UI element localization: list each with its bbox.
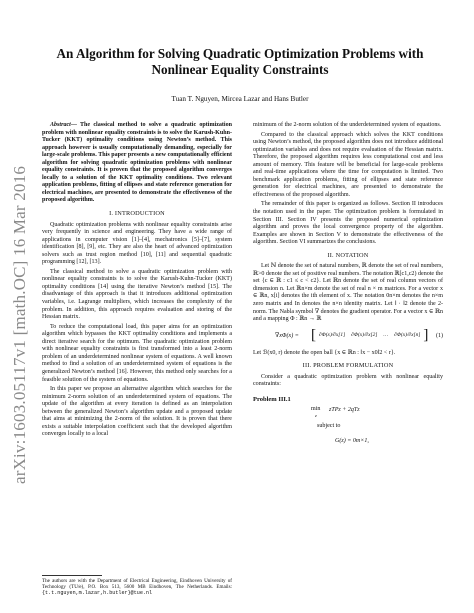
intro-paragraph: In this paper we propose an alternative algorithm which searches for the minimum 2-norm solution of an underdetermined system of equations. The update of the algorithm at every iteration is defined as an interpolation between the generalized Newton’s algorithm update and a proposed update that aims at minimizing the 2-norm of the solution. It is proven that there exists a suitable interpolation coefficient such that the developed algorithm converges locally to a local: [42, 386, 232, 438]
gradient-equation: [253, 328, 443, 346]
ball-definition: Let ℬ(x0, r) denote the open ball {x ∈ ℝn : ‖x − x0‖2 < r}.: [253, 349, 396, 356]
footnote-rule: [42, 575, 102, 576]
arxiv-identifier: arXiv:1603.05117v1 [math.OC] 16 Mar 2016: [10, 165, 29, 485]
footnote: [42, 578, 232, 597]
intro-paragraph: Quadratic optimization problems with nonlinear equality constraints arise very frequently in science and engineering. They have a wide range of applications in computer vision [1]–[4], mechatronics [5]–[7], system identification [8], [9], etc. They are also the heart of advanced optimization solvers such as trust region method [10], [11] and sequential quadratic programming [12], [13].: [42, 221, 232, 266]
section-heading-problem: III. PROBLEM FORMULATION: [302, 362, 394, 370]
right-bracket: ]: [423, 326, 429, 343]
left-bracket: [: [311, 326, 316, 343]
min-subscript: z: [315, 413, 317, 419]
equation-entry: …: [383, 332, 389, 339]
section-heading-notation: II. NOTATION: [327, 251, 369, 259]
equation-matrix: [311, 328, 428, 343]
title-line-2: Nonlinear Equality Constraints: [151, 62, 329, 77]
footnote-text: The authors are with the Department of Electrical Engineering, Eindhoven University of Technology (TU/e), P.O. Box 513, 5600 MB Eindhoven, The Netherlands. Emails:: [42, 578, 232, 591]
section-heading-introduction: I. INTRODUCTION: [109, 210, 165, 218]
author-list: Tuan T. Nguyen, Mircea Lazar and Hans Butler: [171, 95, 309, 103]
abstract: [42, 122, 232, 205]
left-column: [42, 122, 232, 441]
equation-entry: ∂Φ(x)/∂x[2]: [351, 332, 378, 339]
equation-entry: ∂Φ(x)/∂x[n]: [394, 332, 421, 339]
right-column: [253, 122, 443, 454]
footnote-emails: {t.t.nguyen,m.lazar,h.butler}@tue.nl: [42, 590, 153, 597]
notation-paragraph: Let ℕ denote the set of natural numbers, ℝ denote the set of real numbers, ℝ>0 denote the set of positive real numbers. The notation ℝ[c1,c2) denote the set {c ∈ ℝ : c1 ≤ c < c2}. Let ℝn denote the set of real column vectors of dimension n. Let ℝn×m denote the set of real n × m matrices. For a vector x ∈ ℝn, x[i] denotes the ith element of x. The notation 0n×m denotes the n×m zero matrix and In denotes the n×n identity matrix. Let ‖ · ‖2 denote the 2-norm. The Nabla symbol ∇ denotes the gradient operator. For a vector x ∈ ℝn and a mapping Φ : ℝn → ℝ: [253, 263, 443, 323]
paper-title: [40, 46, 440, 78]
intro-continuation: minimum of the 2-norm solution of the underdetermined system of equations.: [253, 122, 442, 128]
equality-constraint: G(z) = 0m×1,: [335, 438, 369, 445]
intro-paragraph: The remainder of this paper is organized as follows. Section II introduces the notation used in the paper. The optimization problem is formulated in Section III. Section IV presents the proposed numerical optimization algorithm and proves the local convergence property of the algorithm. Examples are shown in Section V to demonstrate the effectiveness of the algorithm. Section VI summarizes the conclusions.: [253, 201, 443, 246]
min-operator: min: [311, 406, 321, 413]
title-line-1: An Algorithm for Solving Quadratic Optimization Problems with: [56, 46, 424, 61]
intro-paragraph: To reduce the computational load, this paper aims for an optimization algorithm which bypasses the KKT optimality conditions and implements a direct iterative search for the optimum. The quadratic optimization problem with nonlinear equality constraints is first transformed into a least 2-norm problem of an underdetermined nonlinear system of equations. A well known method to find a solution of an underdetermined system of equations is the generalized Newton’s method [16]. However, this method only searches for a feasible solution of the system of equations.: [42, 323, 232, 383]
equation-entries: [316, 332, 423, 338]
equation-lhs: ∇xΦ(x) =: [275, 332, 299, 339]
problem-intro: Consider a quadratic optimization problem with nonlinear equality constraints:: [253, 373, 443, 388]
problem-label: Problem III.1: [253, 395, 291, 403]
intro-paragraph: Compared to the classical approach which solves the KKT conditions using Newton’s method, the proposed algorithm does not introduce additional optimization variables and does not require evaluation of the Hessian matrix. Therefore, the proposed algorithm requires less computational cost and less amount of memory. This feature will be beneficial for large-scale problems and real-time applications where the time for computation is limited. Two benchmark application problems, fitting of ellipses and state reference generation for electrical machines, are presented to demonstrate the effectiveness of the proposed algorithm.: [253, 131, 443, 198]
arxiv-sidebar: [8, 160, 32, 490]
optimization-problem: [253, 406, 443, 454]
abstract-text: — The classical method to solve a quadratic optimization problem with nonlinear equality constraints is to solve the Karush-Kuhn-Tucker (KKT) optimality conditions using Newton’s method. This approach however is usually computationally demanding, especially for large-scale problems. This paper presents a new computationally efficient algorithm for solving quadratic optimization problems with nonlinear equality constraints. It is proven that the proposed algorithm converges locally to a solution of the KKT optimality conditions. Two relevant application problems, fitting of ellipses and state reference generation for electrical machines, are presented to demonstrate the effectiveness of the proposed algorithm.: [42, 122, 232, 204]
abstract-lead: Abstract: [50, 122, 71, 128]
subject-to-label: subject to: [317, 423, 341, 430]
equation-number: (1): [435, 332, 443, 339]
intro-paragraph: The classical method to solve a quadratic optimization problem with nonlinear equality constraints is to solve the Karush-Kuhn-Tucker (KKT) optimality conditions [14] using the iterative Newton’s method [15]. The disadvantage of this approach is that it introduces additional optimization variables, i.e. Lagrange multipliers, which increases the complexity of the problem. In addition, this approach requires evaluation and storing of the Hessian matrix.: [42, 268, 232, 321]
equation-entry: ∂Φ(x)/∂x[1]: [319, 332, 346, 339]
objective-function: zTPz + 2qTz: [329, 407, 360, 414]
